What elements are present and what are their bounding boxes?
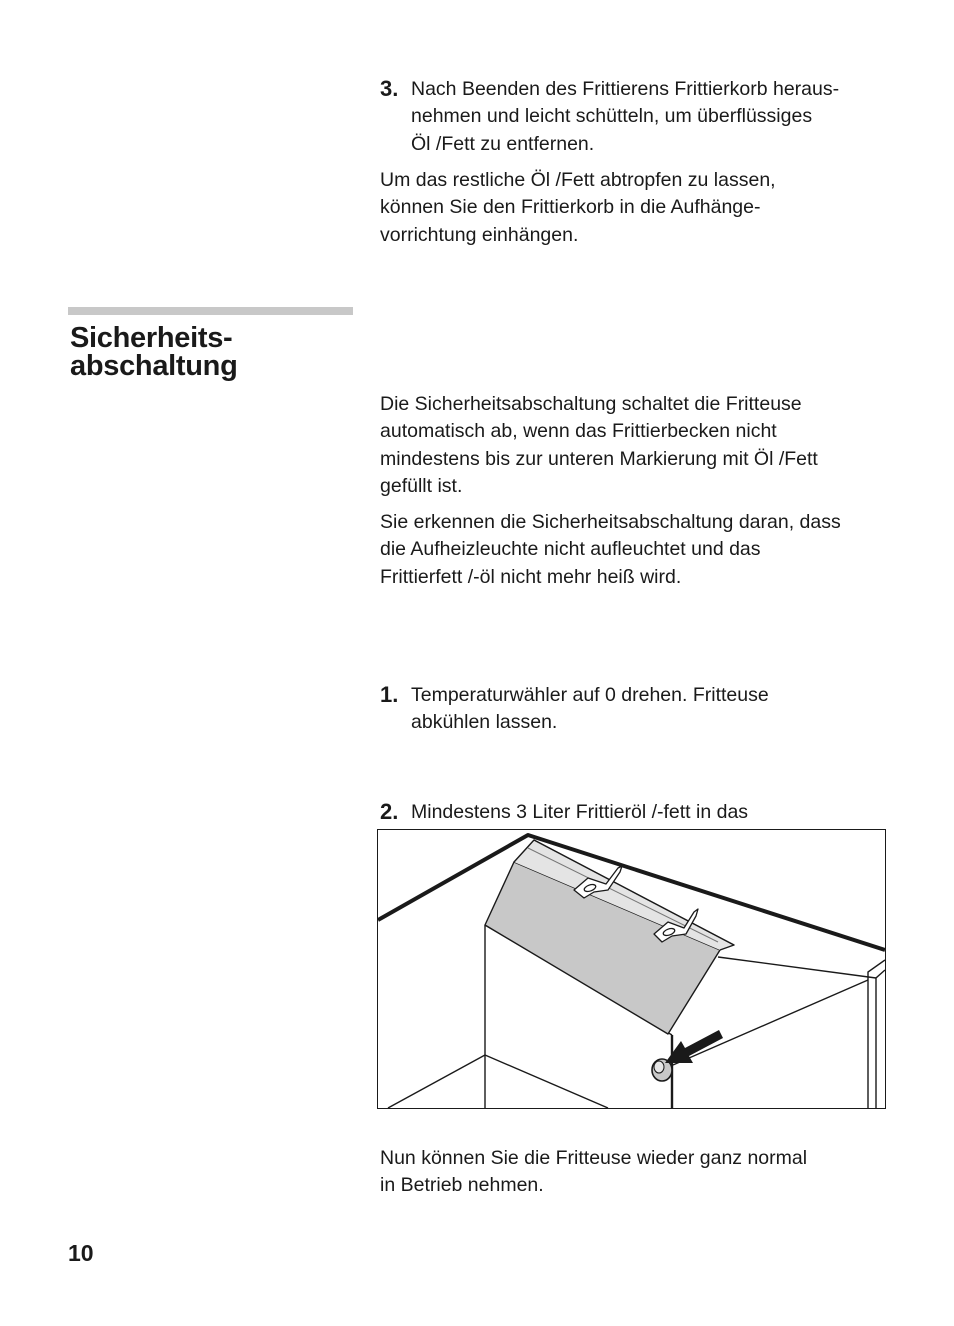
fryer-housing-illustration [378, 830, 885, 1108]
step-line: Nach Beenden des Frittierens Frittierkorb heraus- [411, 78, 840, 100]
paragraph-line: Sie erkennen die Sicherheitsabschaltung daran, dass [380, 511, 841, 533]
intro-step-3 [380, 76, 921, 158]
step-line: nehmen und leicht schütteln, um überflüssiges [411, 105, 813, 128]
step-number: 2. [380, 799, 399, 825]
fryer-illustration-figure [377, 829, 886, 1109]
page-number: 10 [68, 1240, 94, 1266]
heading-line: abschaltung [70, 350, 238, 382]
push-arrow-icon [663, 1025, 733, 1075]
step-line: abkühlen lassen. [411, 711, 558, 734]
paragraph-line: können Sie den Frittierkorb in die Aufhänge- [380, 196, 761, 219]
step-number: 3. [380, 76, 399, 101]
paragraph-line: Um das restliche Öl /Fett abtropfen zu lassen, [380, 169, 776, 191]
heading-line: Sicherheits- [70, 322, 233, 354]
paragraph-line: mindestens bis zur unteren Markierung mit Öl /Fett [380, 447, 818, 470]
paragraph-line: Die Sicherheitsabschaltung schaltet die Fritteuse [380, 393, 802, 415]
paragraph-line: Nun können Sie die Fritteuse wieder ganz normal [380, 1147, 808, 1169]
section-step-1 [380, 682, 921, 737]
paragraph-line: vorrichtung einhängen. [380, 223, 579, 246]
step-number: 1. [380, 681, 399, 707]
section-paragraph-1 [380, 391, 890, 500]
section-heading [70, 324, 238, 380]
paragraph-line: automatisch ab, wenn das Frittierbecken nicht [380, 420, 777, 443]
section-rule [68, 307, 353, 315]
paragraph-line: in Betrieb nehmen. [380, 1174, 544, 1197]
step-line: Öl /Fett zu entfernen. [411, 132, 595, 155]
closing-paragraph [380, 1145, 890, 1200]
step-line: Mindestens 3 Liter Frittieröl /-fett in das [411, 801, 749, 824]
paragraph-line: Frittierfett /-öl nicht mehr heiß wird. [380, 565, 682, 588]
intro-paragraph [380, 167, 890, 249]
step-line: Temperaturwähler auf 0 drehen. Fritteuse [411, 683, 769, 706]
paragraph-line: gefüllt ist. [380, 474, 463, 497]
paragraph-line: die Aufheizleuchte nicht aufleuchtet und das [380, 538, 761, 561]
section-paragraph-2 [380, 509, 890, 591]
